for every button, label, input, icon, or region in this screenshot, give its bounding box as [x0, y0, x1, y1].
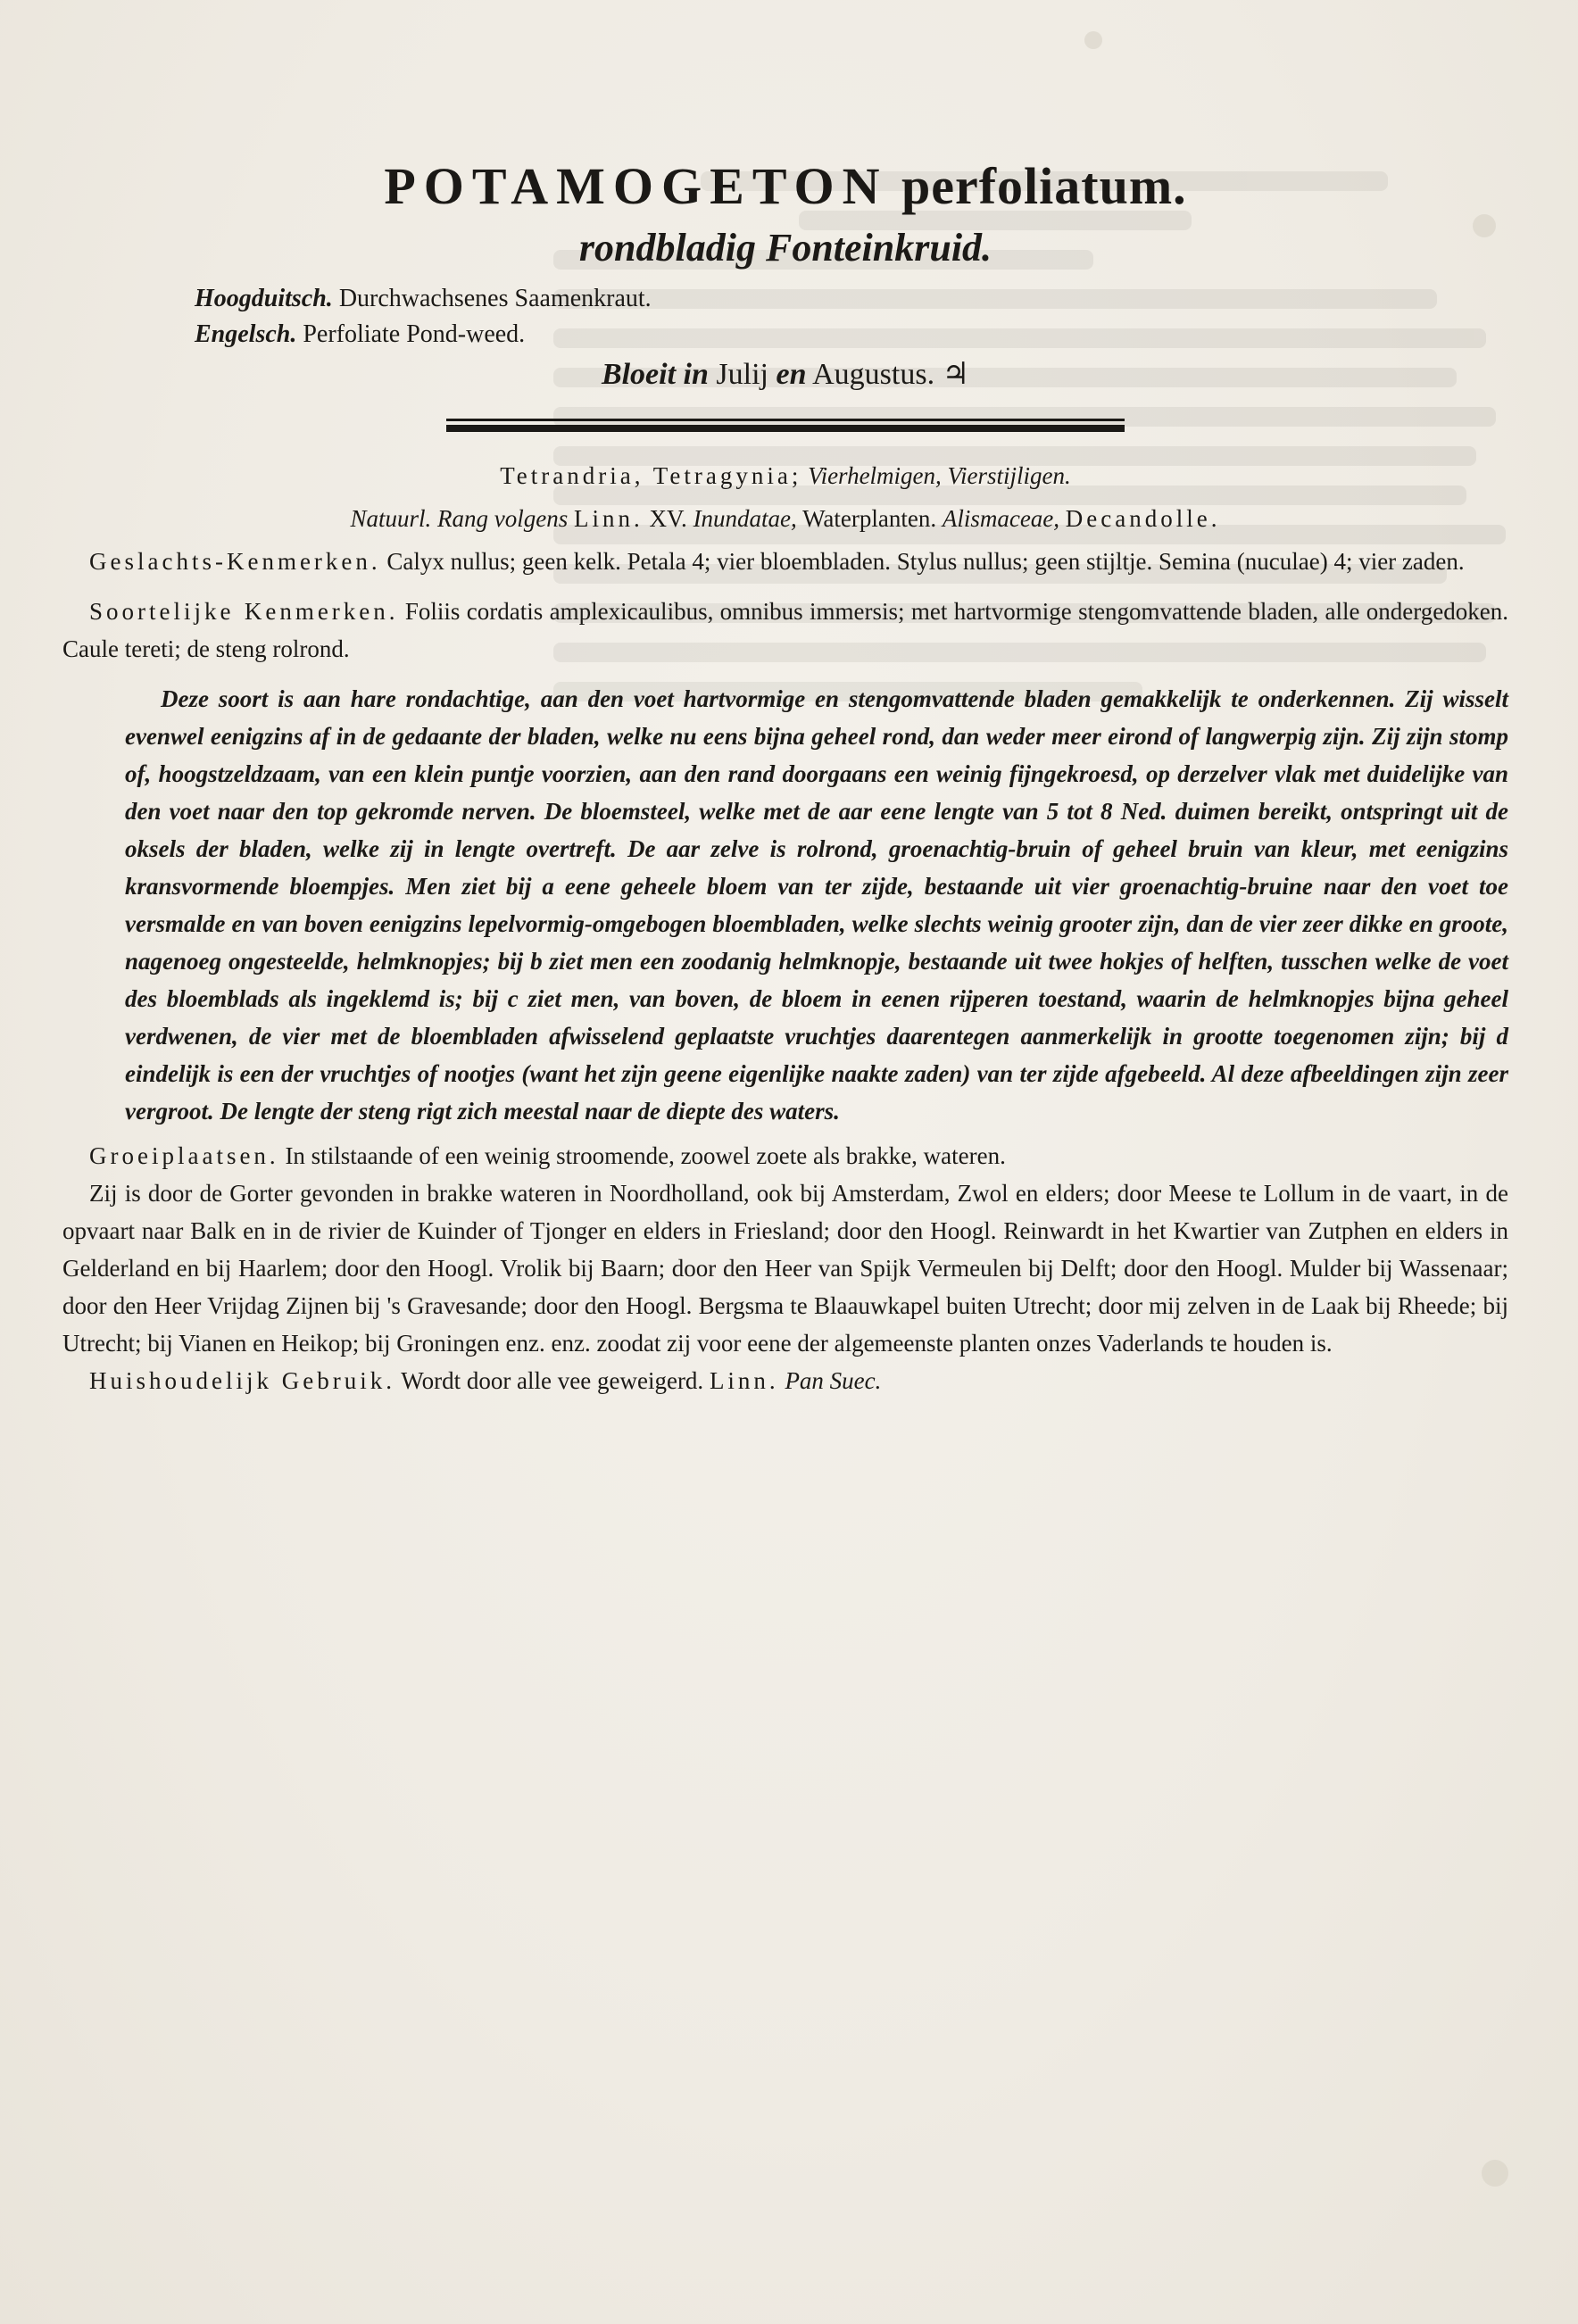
rank-decandolle: Decandolle.: [1065, 505, 1221, 532]
genus-name: POTAMOGETON: [384, 157, 888, 215]
household-text: Wordt door alle vee geweigerd.: [401, 1367, 704, 1394]
natural-rank-line: [62, 500, 1508, 537]
genus-chars-text: Calyx nullus; geen kelk. Petala 4; vier bloembladen. Stylus nullus; geen stijltje. Semina (nuculae) 4; vier zaden.: [386, 548, 1465, 575]
species-description: Deze soort is aan hare rondachtige, aan den voet hartvormige en stengomvattende bladen gemakkelijk te onderkennen. Zij wisselt evenwel eenigzins af in de gedaante der bladen, welke nu eens bijna geheel rond, dan weder meer eirond of langwerpig zijn. Zij zijn stomp of, hoogstzeldzaam, van een klein puntje voorzien, aan den rand doorgaans een weinig fijngekroesd, op derzelver vlak met duidelijke van den voet naar den top gekromde nerven. De bloemsteel, welke met de aar eene lengte van 5 tot 8 Ned. duimen bereikt, ontspringt uit de oksels der bladen, welke zij in lengte overtreft. De aar zelve is rolrond, groenachtig-bruin of geheel bruin van kleur, met eenigzins kransvormende bloempjes. Men ziet bij a eene geheele bloem van ter zijde, bestaande uit vier groenachtig-bruine naar den voet toe versmalde en van boven eenigzins lepelvormig-omgebogen bloembladen, welke slechts weinig grooter zijn, dan de vier zeer dikke en groote, nagenoeg ongesteelde, helmknopjes; bij b ziet men een zoodanig helmknopje, bestaande uit twee hokjes of helften, tusschen welke de voet des bloemblads als ingeklemd is; bij c ziet men, van boven, de bloem in eenen rijperen toestand, waarin de helmknopjes bijna geheel verdwenen, de vier met de bloembladen afwisselend geplaatste vruchtjes daarentegen aanmerkelijk in grootte toegenomen zijn; bij d eindelijk is een der vruchtjes of nootjes (want het zijn geene eigenlijke naakte zaden) van ter zijde afgebeeld. Al deze afbeeldingen zijn zeer vergroot. De lengte der steng rigt zich meestal naar de diepte des waters.: [125, 685, 1508, 1125]
bloom-month-1: Julij: [716, 358, 768, 391]
bloom-conjunction: en: [776, 358, 807, 391]
bloom-month-2: Augustus.: [812, 358, 935, 391]
household-ref-work: Pan Suec.: [785, 1367, 882, 1394]
rank-roman: XV.: [649, 505, 687, 532]
species-chars-text: Foliis cordatis amplexicaulibus, omnibus immersis; met hartvormige stengomvattende bladen, alle ondergedoken. Caule tereti; de steng rolrond.: [62, 598, 1508, 662]
habitat-label: Groeiplaatsen.: [89, 1142, 279, 1169]
page-title: [62, 156, 1508, 216]
species-name: perfoliatum.: [901, 157, 1187, 215]
household-label: Huishoudelijk Gebruik.: [89, 1367, 395, 1394]
rank-alismaceae: Alismaceae,: [942, 505, 1060, 532]
species-characteristics: [62, 593, 1508, 668]
genus-characteristics: [62, 543, 1508, 580]
perennial-symbol: ♃: [942, 358, 970, 391]
german-label: Hoogduitsch.: [195, 285, 333, 312]
double-rule-divider: [446, 419, 1125, 432]
paper-stain: [1482, 2160, 1508, 2187]
bloom-prefix: Bloeit in: [601, 358, 709, 391]
rule-thick: [446, 425, 1125, 432]
paper-stain: [1084, 31, 1102, 49]
dutch-common-name: rondbladig Fonteinkruid.: [578, 226, 992, 270]
household-ref: Linn.: [709, 1367, 779, 1394]
german-name-row: [195, 281, 1508, 317]
species-chars-label: Soortelijke Kenmerken.: [89, 598, 399, 625]
german-name: Durchwachsenes Saamenkraut.: [338, 285, 652, 312]
dutch-class: Vierhelmigen, Vierstijligen.: [808, 462, 1071, 489]
rank-waterplanten: Waterplanten.: [802, 505, 937, 532]
genus-chars-label: Geslachts-Kenmerken.: [89, 548, 381, 575]
rule-thin: [446, 419, 1125, 421]
english-name-row: [195, 317, 1508, 353]
habitat-localities: Zij is door de Gorter gevonden in brakke wateren in Noordholland, ook bij Amsterdam, Zwol en elders; door Meese te Lollum in de vaart, in de opvaart naar Balk en in de rivier de Kuinder of Tjonger en elders in Friesland; door den Hoogl. Reinwardt in het Kwartier van Zutphen en elders in Gelderland en bij Haarlem; door den Hoogl. Vrolik bij Baarn; door den Heer van Spijk Vermeulen bij Delft; door den Hoogl. Mulder bij Wassenaar; door den Heer Vrijdag Zijnen bij 's Gravesande; door den Hoogl. Bergsma te Blaauwkapel buiten Utrecht; door mij zelven in de Laak bij Rheede; bij Utrecht; bij Vianen en Heikop; bij Groningen enz. enz. zoodat zij voor eene der algemeenste planten onzes Vaderlands te houden is.: [62, 1180, 1508, 1357]
habitat-heading-paragraph: [62, 1137, 1508, 1174]
english-label: Engelsch.: [195, 320, 297, 348]
vernacular-names: [195, 281, 1508, 353]
classification-line: [62, 457, 1508, 494]
rank-linn: Linn.: [574, 505, 644, 532]
rank-label: Natuurl. Rang volgens: [350, 505, 569, 532]
habitat-text: In stilstaande of een weinig stroomende, zoowel zoete als brakke, wateren.: [285, 1142, 1006, 1169]
document-body: [62, 156, 1508, 1399]
english-name: Perfoliate Pond-weed.: [303, 320, 526, 348]
rank-inundatae: Inundatae,: [693, 505, 797, 532]
household-use: [62, 1362, 1508, 1399]
bloom-period: [62, 356, 1508, 392]
linnaean-class: Tetrandria, Tetragynia;: [500, 462, 802, 489]
